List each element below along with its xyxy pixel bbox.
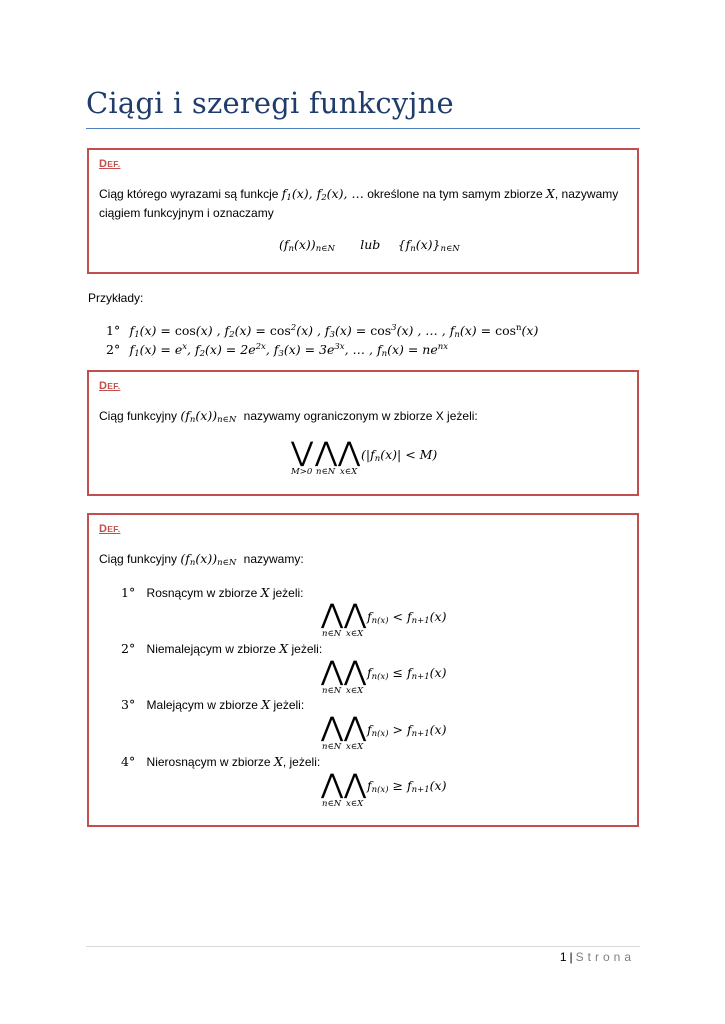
operator-subscript: x∈X (346, 742, 364, 752)
def-label: DEF. (99, 158, 121, 170)
monotonic-formula-4: $f_{n(x)} \ge f_{n+1}(x)$ (367, 778, 447, 795)
def2-condition: $(|f_n(x)| < M)$ (361, 447, 438, 464)
big-wedge-operator: ⋀ (338, 437, 361, 468)
operator-subscript: x∈X (340, 467, 358, 477)
definition-box-sequence (87, 148, 639, 274)
examples-heading: Przykłady: (88, 291, 144, 305)
example-1: 1° $f_1(x) = \cos(x)$ , $f_2(x) = \cos^2(x)$ , $f_3(x) = \cos^3(x)$ , … , $f_n(x) = \cos^n(x)$ (106, 323, 539, 340)
big-wedge-operator: ⋀ (344, 656, 367, 687)
monotonic-formula-1: $f_{n(x)} < f_{n+1}(x)$ (367, 609, 447, 626)
operator-subscript: n∈N (322, 742, 342, 752)
page-number: 1 (559, 950, 567, 964)
big-wedge-operator: ⋀ (321, 769, 344, 800)
big-wedge-operator: ⋀ (321, 712, 344, 743)
monotonic-item-3: 3° Malejącym w zbiorze X jeżeli: (121, 697, 305, 712)
def-label: DEF. (99, 523, 121, 535)
definition-box-bounded (87, 370, 639, 496)
operator-subscript: n∈N (322, 686, 342, 696)
operator-subscript: x∈X (346, 799, 364, 809)
operator-subscript: n∈N (322, 799, 342, 809)
operator-subscript: x∈X (346, 629, 364, 639)
big-wedge-operator: ⋀ (344, 712, 367, 743)
def1-line2: ciągiem funkcyjnym i oznaczamy (99, 206, 274, 220)
footer-separator: | (569, 950, 573, 964)
footer-rule (86, 946, 640, 947)
monotonic-item-2: 2° Niemalejącym w zbiorze X jeżeli: (121, 641, 323, 656)
page-footer (560, 950, 635, 964)
big-vee-operator: ⋁ (291, 437, 314, 468)
def3-text: Ciąg funkcyjny $(f_n(x))_{n\in N}$ nazywamy: (99, 551, 304, 568)
title-underline (86, 128, 640, 129)
page-title: Ciągi i szeregi funkcyjne (86, 86, 454, 120)
def-label: DEF. (99, 380, 121, 392)
big-wedge-operator: ⋀ (321, 599, 344, 630)
monotonic-formula-2: $f_{n(x)} \le f_{n+1}(x)$ (367, 665, 447, 682)
operator-subscript: n∈N (316, 467, 336, 477)
operator-subscript: M>0 (291, 467, 313, 477)
definition-box-monotonic (87, 513, 639, 827)
def1-line1: Ciąg którego wyrazami są funkcje $f_1(x)$, $f_2(x)$, … określone na tym samym zbiorze X, nazywamy (99, 186, 619, 203)
def1-notation: $(f_n(x))_{n\in N}$ lub $\{f_n(x)\}_{n\in N}$ (279, 237, 460, 254)
big-wedge-operator: ⋀ (344, 769, 367, 800)
monotonic-item-4: 4° Nierosnącym w zbiorze X, jeżeli: (121, 754, 321, 769)
example-2: 2° $f_1(x) = e^x$, $f_2(x) = 2e^{2x}$, $f_3(x) = 3e^{3x}$, … , $f_n(x) = ne^{nx}$ (106, 342, 449, 359)
def1-functions-math: $f_1(x)$, $f_2(x)$, … (281, 186, 364, 203)
operator-subscript: x∈X (346, 686, 364, 696)
monotonic-formula-3: $f_{n(x)} > f_{n+1}(x)$ (367, 722, 447, 739)
big-wedge-operator: ⋀ (315, 437, 338, 468)
monotonic-item-1: 1° Rosnącym w zbiorze X jeżeli: (121, 585, 304, 600)
big-wedge-operator: ⋀ (344, 599, 367, 630)
operator-subscript: n∈N (322, 629, 342, 639)
def2-text: Ciąg funkcyjny $(f_n(x))_{n\in N}$ nazywamy ograniczonym w zbiorze X jeżeli: (99, 408, 478, 425)
big-wedge-operator: ⋀ (321, 656, 344, 687)
page-word: Strona (575, 950, 635, 964)
